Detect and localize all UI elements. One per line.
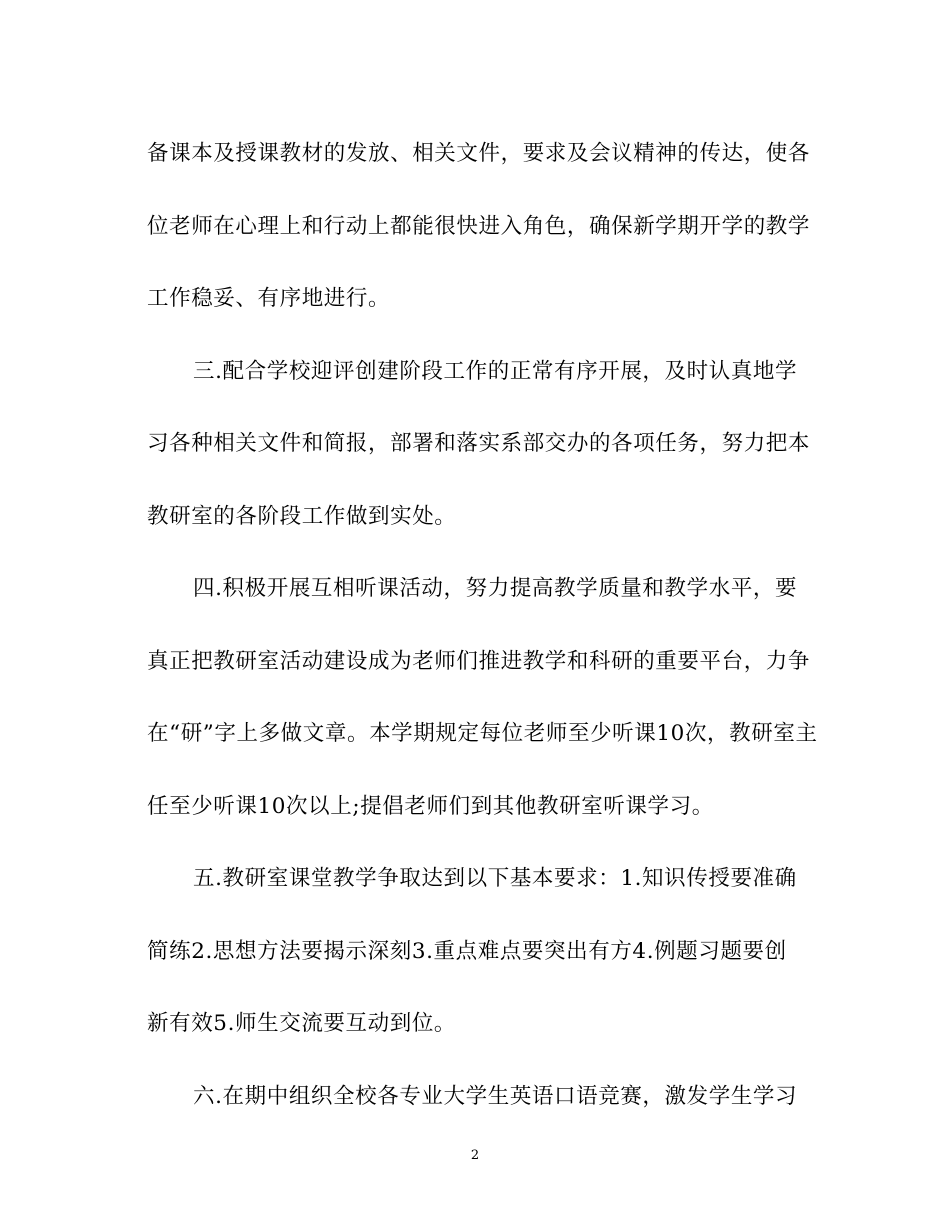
page-number: 2 xyxy=(470,1148,480,1163)
text-line: 三.配合学校迎评创建阶段工作的正常有序开展，及时认真地学 xyxy=(193,358,798,384)
text-line: 简练2.思想方法要揭示深刻3.重点难点要突出有方4.例题习题要创 xyxy=(147,938,787,964)
text-line: 在“研”字上多做文章。本学期规定每位老师至少听课10次，教研室主 xyxy=(147,721,818,746)
text-line: 任至少听课10次以上;提倡老师们到其他教研室听课学习。 xyxy=(147,793,714,819)
text-line: 备课本及授课教材的发放、相关文件，要求及会议精神的传达，使各 xyxy=(147,141,811,166)
text-line: 新有效5.师生交流要互动到位。 xyxy=(147,1011,457,1036)
paragraph-item-3 xyxy=(147,336,811,554)
body-text xyxy=(147,118,818,1133)
paragraph-item-4 xyxy=(147,553,818,843)
text-line: 六.在期中组织全校各专业大学生英语口语竞赛，激发学生学习 xyxy=(193,1083,798,1109)
paragraph-item-6 xyxy=(147,1061,807,1134)
text-line: 四.积极开展互相听课活动，努力提高教学质量和教学水平，要 xyxy=(193,576,798,601)
text-line: 教研室的各阶段工作做到实处。 xyxy=(147,503,457,529)
text-line: 位老师在心理上和行动上都能很快进入角色，确保新学期开学的教学 xyxy=(147,213,811,239)
text-line: 工作稳妥、有序地进行。 xyxy=(147,286,391,311)
text-line: 五.教研室课堂教学争取达到以下基本要求：1.知识传授要准确 xyxy=(193,866,797,891)
text-line: 习各种相关文件和简报，部署和落实系部交办的各项任务，努力把本 xyxy=(147,431,811,456)
paragraph-item-5 xyxy=(147,843,807,1061)
text-line: 真正把教研室活动建设成为老师们推进教学和科研的重要平台，力争 xyxy=(147,648,811,674)
paragraph-materials-distribution xyxy=(147,118,811,336)
